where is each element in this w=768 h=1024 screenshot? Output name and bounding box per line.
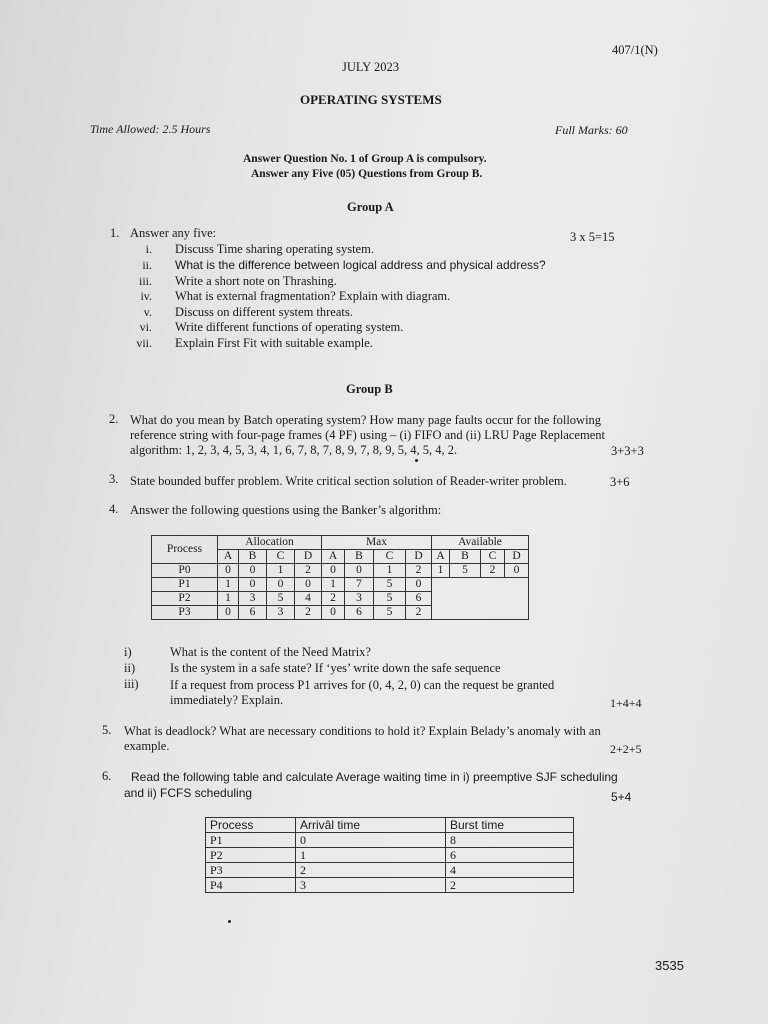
bankers-header-row [152, 536, 529, 550]
available-header: Available [432, 536, 529, 550]
q1-marks: 3 x 5=15 [570, 230, 615, 244]
process-cell: P2 [206, 848, 296, 863]
q6-marks: 5+4 [611, 790, 632, 804]
q3-marks: 3+6 [610, 475, 630, 489]
q4-sub-label: i) [124, 645, 132, 659]
resource-label: C [481, 550, 505, 564]
q1-item-roman: ii. [142, 258, 152, 272]
q1-item-text: Explain First Fit with suitable example. [175, 336, 373, 350]
max-cell: 6 [406, 592, 432, 606]
burst-cell: 2 [446, 878, 574, 893]
resource-label: C [374, 550, 406, 564]
allocation-cell: 4 [295, 592, 322, 606]
q3-number: 3. [109, 472, 119, 486]
allocation-cell: 0 [267, 578, 295, 592]
max-cell: 6 [345, 606, 374, 620]
q6-line: and ii) FCFS scheduling [124, 786, 253, 800]
q1-item-roman: vi. [139, 320, 152, 334]
max-cell: 0 [322, 564, 345, 578]
process-cell: P2 [152, 592, 218, 606]
process-cell: P1 [206, 833, 296, 848]
max-cell: 2 [406, 564, 432, 578]
allocation-cell: 0 [239, 578, 267, 592]
q1-item-text: Discuss on different system threats. [175, 305, 353, 319]
allocation-cell: 5 [267, 592, 295, 606]
q4-sub-label: iii) [124, 677, 139, 691]
allocation-cell: 1 [267, 564, 295, 578]
bankers-table [151, 535, 529, 620]
process-header: Process [206, 818, 296, 833]
paper-code: 407/1(N) [612, 43, 658, 57]
allocation-cell: 2 [295, 606, 322, 620]
max-cell: 2 [406, 606, 432, 620]
exam-date: JULY 2023 [342, 60, 399, 74]
resource-label: D [406, 550, 432, 564]
q4-text: Answer the following questions using the Banker’s algorithm: [130, 503, 442, 517]
q3-text: State bounded buffer problem. Write critical section solution of Reader-writer problem. [130, 474, 567, 488]
max-cell: 0 [406, 578, 432, 592]
table-row [152, 578, 529, 592]
available-cell: 1 [432, 564, 450, 578]
ink-dot [228, 920, 231, 923]
max-cell: 0 [322, 606, 345, 620]
resource-label: B [345, 550, 374, 564]
q1-item-roman: vii. [136, 336, 152, 350]
resource-label: D [295, 550, 322, 564]
arrival-cell: 1 [296, 848, 446, 863]
available-empty-cell [432, 578, 529, 620]
process-cell: P1 [152, 578, 218, 592]
available-cell: 5 [450, 564, 481, 578]
exam-title: OPERATING SYSTEMS [300, 92, 442, 107]
process-cell: P3 [152, 606, 218, 620]
q4-sub-text-cont: immediately? Explain. [170, 693, 284, 707]
allocation-cell: 6 [239, 606, 267, 620]
arrival-cell: 0 [296, 833, 446, 848]
max-cell: 2 [322, 592, 345, 606]
arrival-cell: 3 [296, 878, 446, 893]
q4-sub-label: ii) [124, 661, 136, 675]
allocation-cell: 0 [295, 578, 322, 592]
allocation-cell: 0 [218, 606, 239, 620]
resource-label: A [218, 550, 239, 564]
table-row [206, 863, 574, 878]
q2-line: What do you mean by Batch operating system? How many page faults occur for the following [130, 413, 602, 427]
allocation-cell: 1 [218, 592, 239, 606]
allocation-cell: 0 [218, 564, 239, 578]
instruction-any-five: Answer any Five (05) Questions from Group B. [251, 168, 483, 180]
process-cell: P4 [206, 878, 296, 893]
burst-cell: 4 [446, 863, 574, 878]
q2-line: reference string with four-page frames (4 PF) using – (i) FIFO and (ii) LRU Page Replacement [130, 428, 605, 442]
q5-line: example. [124, 739, 170, 753]
q1-item-roman: i. [145, 242, 152, 256]
resource-label: B [239, 550, 267, 564]
q6-number: 6. [102, 769, 112, 783]
full-marks: Full Marks: 60 [555, 123, 628, 137]
q1-item-text: Write a short note on Thrashing. [175, 274, 337, 288]
q4-sub-text: Is the system in a safe state? If ‘yes’ write down the safe sequence [170, 661, 501, 675]
allocation-cell: 0 [239, 564, 267, 578]
q1-number: 1. [110, 226, 120, 240]
q1-intro: Answer any five: [130, 226, 217, 240]
max-cell: 5 [374, 606, 406, 620]
q2-number: 2. [109, 412, 119, 426]
process-cell: P3 [206, 863, 296, 878]
max-cell: 1 [322, 578, 345, 592]
table-row [206, 878, 574, 893]
resource-label: C [267, 550, 295, 564]
q1-item-roman: v. [143, 305, 152, 319]
max-cell: 1 [374, 564, 406, 578]
q5-number: 5. [102, 723, 112, 737]
arrival-cell: 2 [296, 863, 446, 878]
q4-sub-text: If a request from process P1 arrives for (0, 4, 2, 0) can the request be granted [170, 678, 555, 692]
q6-line: Read the following table and calculate Average waiting time in i) preemptive SJF scheduling [131, 770, 618, 784]
q4-marks: 1+4+4 [610, 696, 642, 710]
max-cell: 5 [374, 578, 406, 592]
table-row [206, 848, 574, 863]
table-row [152, 564, 529, 578]
q4-number: 4. [109, 502, 119, 516]
q1-item-text: Discuss Time sharing operating system. [175, 242, 374, 256]
max-header: Max [322, 536, 432, 550]
q1-item-text: What is external fragmentation? Explain with diagram. [175, 289, 451, 303]
resource-label: A [322, 550, 345, 564]
group-b-heading: Group B [346, 382, 393, 396]
q1-item-roman: iv. [140, 289, 152, 303]
arrival-time-header: Arrivâl time [296, 818, 446, 833]
q2-marks: 3+3+3 [611, 444, 644, 458]
max-cell: 3 [345, 592, 374, 606]
scheduling-header-row [206, 818, 574, 833]
ink-dot [415, 459, 418, 462]
allocation-cell: 2 [295, 564, 322, 578]
burst-cell: 8 [446, 833, 574, 848]
allocation-cell: 3 [267, 606, 295, 620]
resource-label: A [432, 550, 450, 564]
q2-line: algorithm: 1, 2, 3, 4, 5, 3, 4, 1, 6, 7, 8, 7, 8, 9, 7, 8, 9, 5, 4, 5, 4, 2. [130, 443, 458, 457]
process-cell: P0 [152, 564, 218, 578]
allocation-cell: 1 [218, 578, 239, 592]
time-allowed: Time Allowed: 2.5 Hours [90, 122, 211, 136]
resource-label: D [505, 550, 529, 564]
table-row [206, 833, 574, 848]
q4-sub-text: What is the content of the Need Matrix? [170, 645, 371, 659]
available-cell: 2 [481, 564, 505, 578]
q1-item-roman: iii. [138, 274, 152, 288]
q5-marks: 2+2+5 [610, 742, 642, 756]
resource-label: B [450, 550, 481, 564]
burst-time-header: Burst time [446, 818, 574, 833]
max-cell: 7 [345, 578, 374, 592]
scheduling-table [205, 817, 574, 893]
group-a-heading: Group A [347, 200, 394, 214]
available-cell: 0 [505, 564, 529, 578]
q5-line: What is deadlock? What are necessary conditions to hold it? Explain Belady’s anomaly with an [124, 724, 601, 738]
process-header: Process [152, 536, 218, 564]
allocation-cell: 3 [239, 592, 267, 606]
q1-item-text: What is the difference between logical address and physical address? [175, 258, 546, 272]
burst-cell: 6 [446, 848, 574, 863]
max-cell: 5 [374, 592, 406, 606]
page-code: 3535 [655, 958, 684, 973]
q1-item-text: Write different functions of operating system. [175, 320, 404, 334]
instruction-compulsory: Answer Question No. 1 of Group A is compulsory. [243, 153, 487, 165]
max-cell: 0 [345, 564, 374, 578]
allocation-header: Allocation [218, 536, 322, 550]
